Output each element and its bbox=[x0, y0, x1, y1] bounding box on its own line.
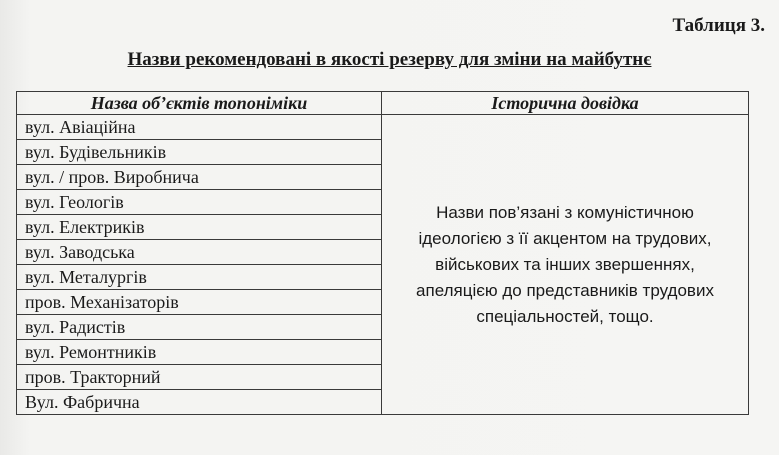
street-name: вул. / пров. Виробнича bbox=[17, 165, 382, 190]
historical-note: Назви пов’язані з комуністичною ідеологією з її акцентом на трудових, військових та інших звершеннях, апеляцією до представників трудових спеціальностей, тощо. bbox=[382, 115, 749, 415]
table-row bbox=[17, 115, 749, 140]
street-name: вул. Електриків bbox=[17, 215, 382, 240]
street-name: пров. Тракторний bbox=[17, 365, 382, 390]
street-name: вул. Заводська bbox=[17, 240, 382, 265]
street-name: вул. Радистів bbox=[17, 315, 382, 340]
table-number: Таблиця 3. bbox=[672, 15, 765, 36]
header-object-name: Назва об’єктів топоніміки bbox=[17, 92, 382, 115]
street-name: вул. Будівельників bbox=[17, 140, 382, 165]
street-name: пров. Механізаторів bbox=[17, 290, 382, 315]
header-historical-note: Історична довідка bbox=[382, 92, 749, 115]
street-name: вул. Металургів bbox=[17, 265, 382, 290]
toponym-table bbox=[16, 91, 749, 415]
table-title: Назви рекомендовані в якості резерву для зміни на майбутнє bbox=[127, 49, 652, 70]
street-name: вул. Ремонтників bbox=[17, 340, 382, 365]
street-name: вул. Авіаційна bbox=[17, 115, 382, 140]
street-name: вул. Геологів bbox=[17, 190, 382, 215]
table-header-row bbox=[17, 92, 749, 115]
street-name: Вул. Фабрична bbox=[17, 390, 382, 415]
